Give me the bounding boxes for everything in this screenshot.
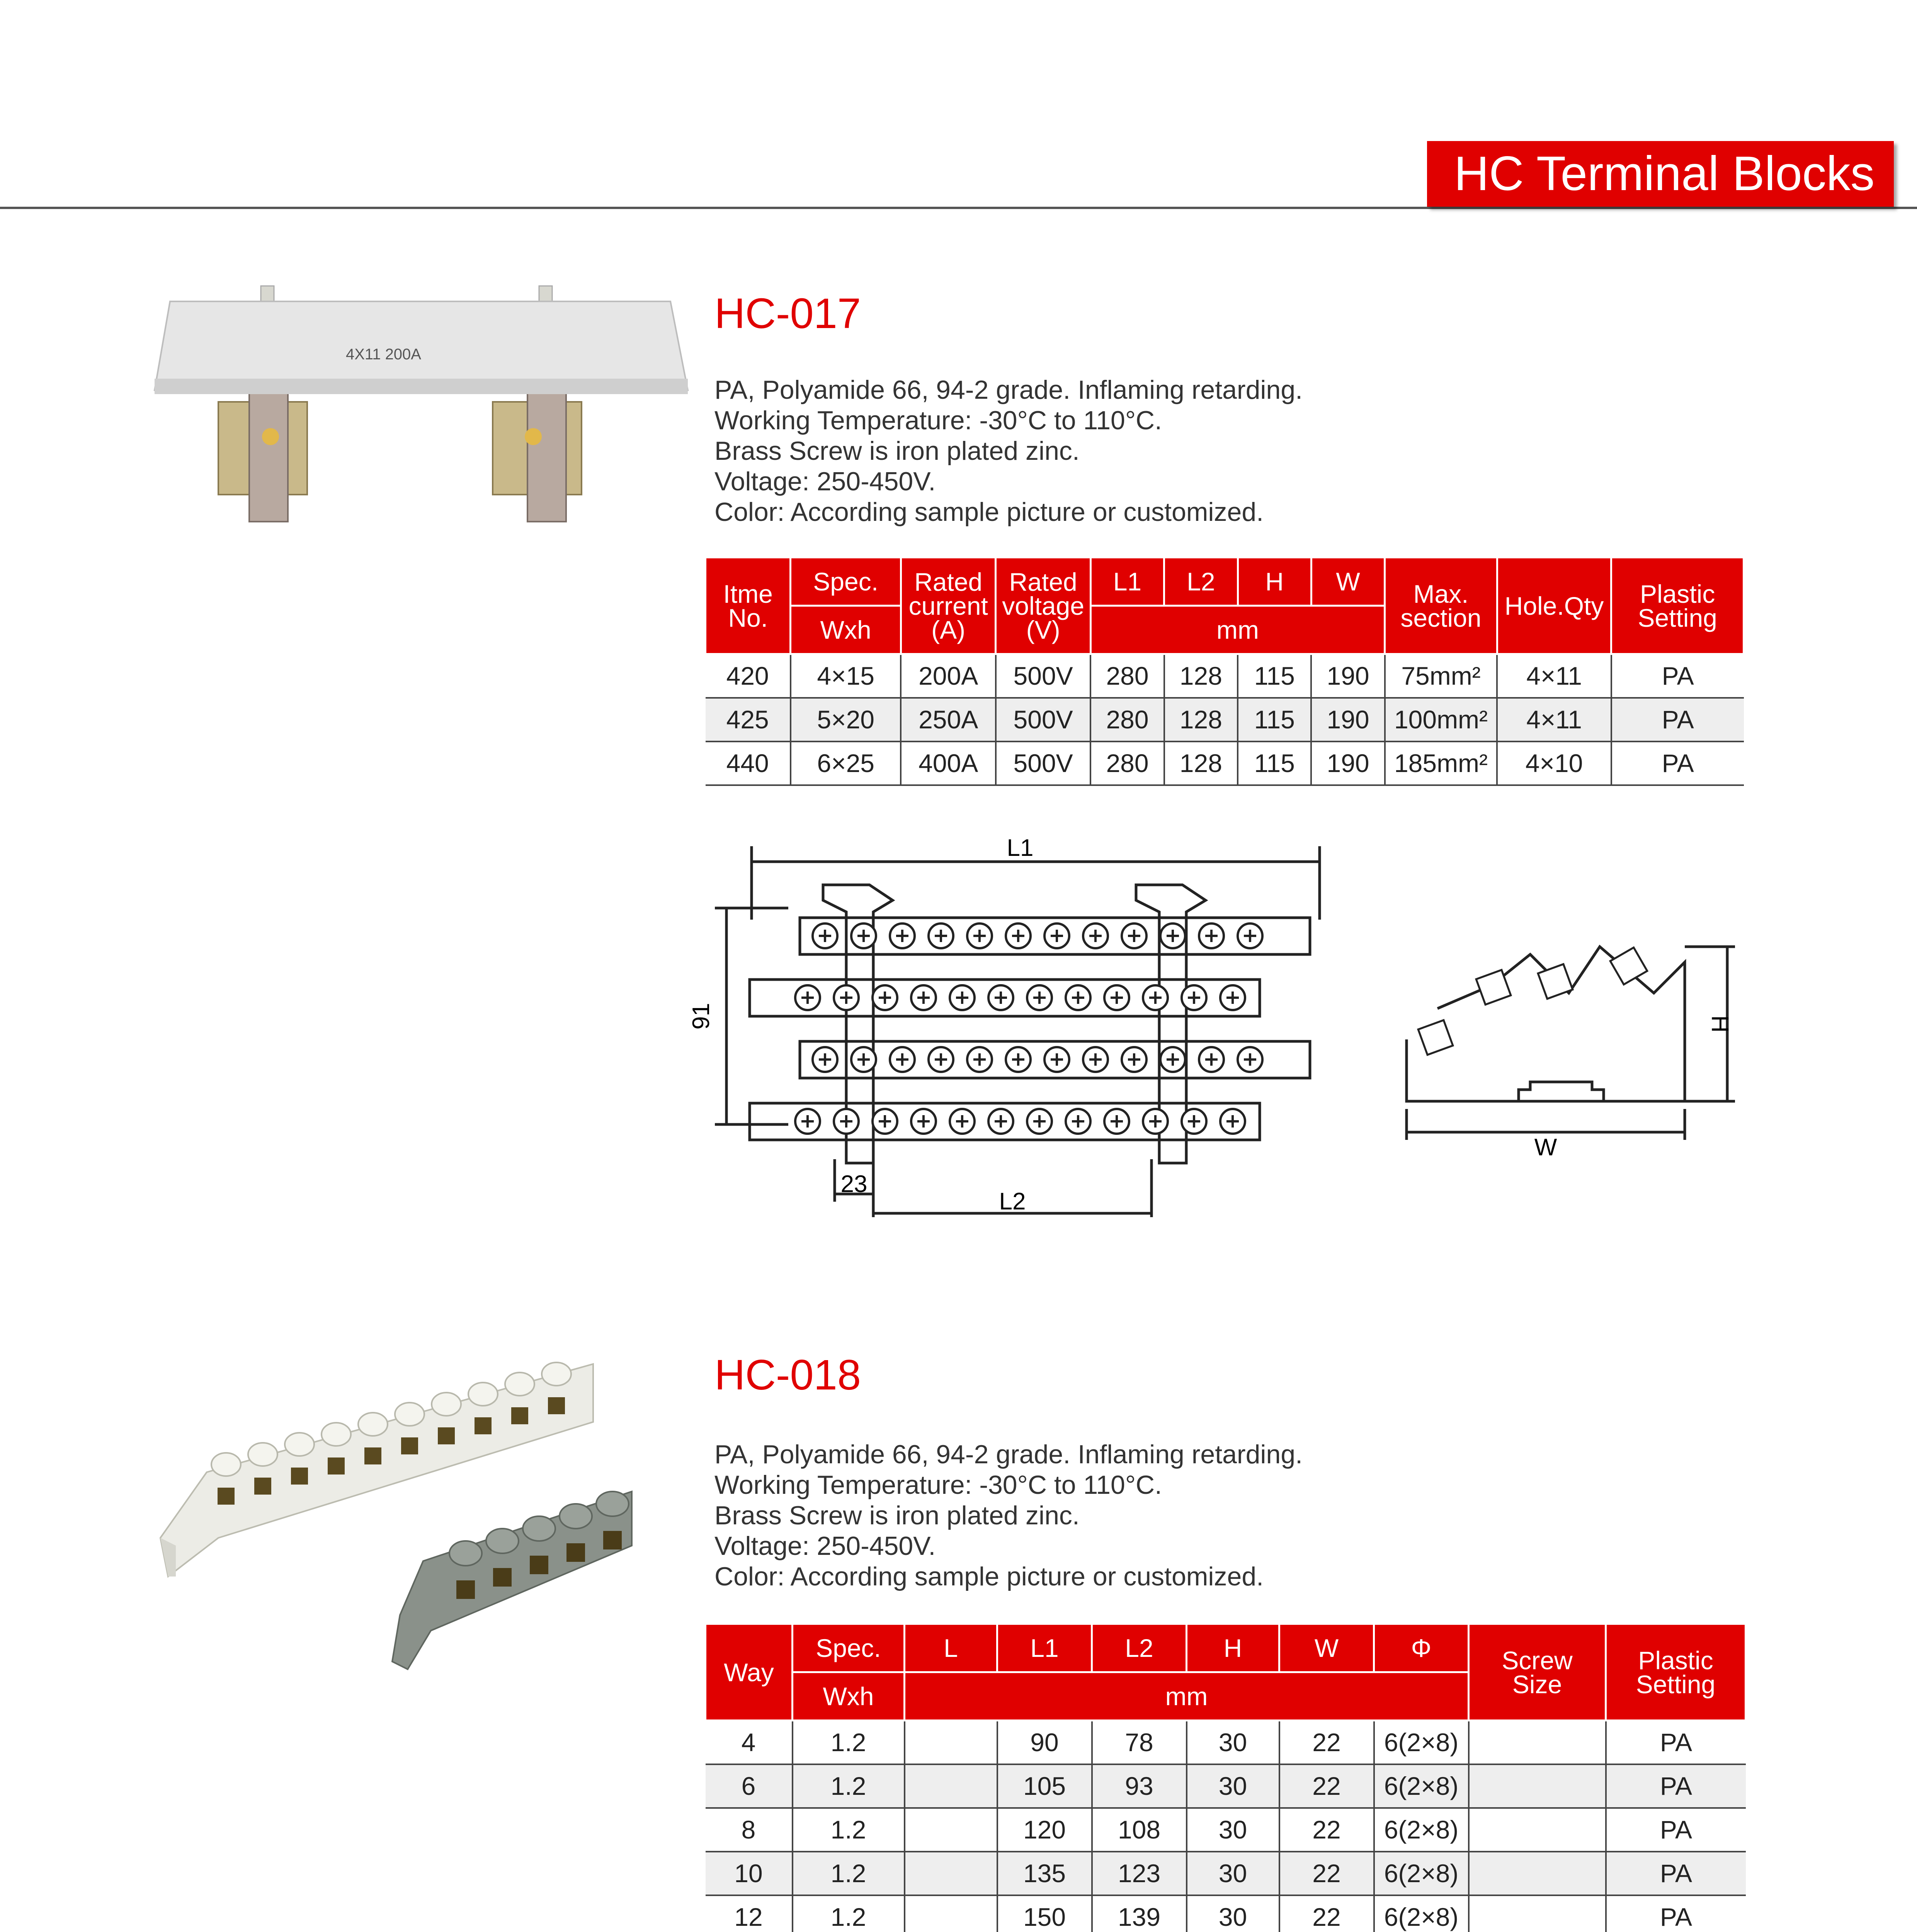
- hc017-col-w: W: [1311, 558, 1385, 606]
- hc017-table-cell: 75mm²: [1385, 654, 1497, 698]
- hc018-table-cell: PA: [1606, 1895, 1746, 1932]
- hc017-col-l2: L2: [1164, 558, 1238, 606]
- hc018-table-cell: 1.2: [793, 1808, 905, 1852]
- hc018-table-cell: PA: [1606, 1721, 1746, 1764]
- hc018-table-cell: [905, 1852, 997, 1895]
- hc018-table-row: [706, 1764, 1746, 1808]
- hc018-desc-color: Color: According sample picture or customized.: [714, 1562, 1264, 1591]
- page-title: HC Terminal Blocks: [1427, 141, 1894, 207]
- hc018-col-l2: L2: [1092, 1624, 1187, 1672]
- hc017-col-current: Rated current (A): [901, 558, 995, 654]
- hc018-table-cell: [905, 1808, 997, 1852]
- hc018-table-cell: [1469, 1721, 1606, 1764]
- hc017-desc-temperature: Working Temperature: -30°C to 110°C.: [714, 406, 1162, 435]
- hc018-table-cell: 6(2×8): [1374, 1721, 1469, 1764]
- hc017-table-cell: 100mm²: [1385, 698, 1497, 742]
- hc017-table-cell: PA: [1611, 698, 1744, 742]
- hc018-table-row: [706, 1721, 1746, 1764]
- hc018-table-cell: 22: [1279, 1764, 1374, 1808]
- hc018-table-cell: 6(2×8): [1374, 1852, 1469, 1895]
- hc017-photo-label: 4X11 200A: [346, 346, 421, 363]
- hc017-col-spec: Spec.: [791, 558, 901, 606]
- hc018-table-cell: [905, 1895, 997, 1932]
- hc018-table-cell: 8: [706, 1808, 793, 1852]
- hc018-table-cell: 22: [1279, 1852, 1374, 1895]
- hc018-table-cell: 6: [706, 1764, 793, 1808]
- hc018-table-cell: [1469, 1764, 1606, 1808]
- hc018-table-cell: 6(2×8): [1374, 1895, 1469, 1932]
- hc017-table-cell: 190: [1311, 654, 1385, 698]
- hc017-desc-color: Color: According sample picture or customized.: [714, 497, 1264, 527]
- hc017-col-wxh: Wxh: [791, 606, 901, 654]
- hc017-table-cell: 6×25: [791, 742, 901, 785]
- hc017-col-voltage: Rated voltage (V): [996, 558, 1090, 654]
- hc018-table-cell: 1.2: [793, 1895, 905, 1932]
- hc018-table-row: [706, 1895, 1746, 1932]
- hc018-table-cell: 12: [706, 1895, 793, 1932]
- hc017-col-l1: L1: [1090, 558, 1164, 606]
- hc017-table-cell: 400A: [901, 742, 995, 785]
- hc018-description: [714, 1439, 1303, 1592]
- hc018-col-mm-unit: mm: [905, 1672, 1469, 1721]
- hc018-col-phi: Φ: [1374, 1624, 1469, 1672]
- hc017-col-item: Itme No.: [706, 558, 791, 654]
- hc017-table-cell: 500V: [996, 742, 1090, 785]
- hc018-table-cell: [1469, 1895, 1606, 1932]
- hc017-table-cell: 500V: [996, 654, 1090, 698]
- hc018-table-cell: 123: [1092, 1852, 1187, 1895]
- hc018-table-cell: 6(2×8): [1374, 1808, 1469, 1852]
- hc018-table-cell: 150: [997, 1895, 1092, 1932]
- hc018-table-cell: 30: [1187, 1721, 1279, 1764]
- hc017-table-cell: 280: [1090, 654, 1164, 698]
- hc017-table-row: [706, 698, 1744, 742]
- hc018-model-title: HC-018: [714, 1351, 861, 1399]
- hc018-table-cell: 30: [1187, 1852, 1279, 1895]
- hc018-col-h: H: [1187, 1624, 1279, 1672]
- hc017-table-cell: 4×15: [791, 654, 901, 698]
- hc017-table-cell: 420: [706, 654, 791, 698]
- hc018-desc-screw: Brass Screw is iron plated zinc.: [714, 1501, 1080, 1530]
- hc017-dim-l2: L2: [999, 1188, 1026, 1215]
- hc017-table-row: [706, 654, 1744, 698]
- hc017-col-mm-unit: mm: [1090, 606, 1385, 654]
- hc018-col-spec: Spec.: [793, 1624, 905, 1672]
- hc017-side-drawing: [1383, 931, 1739, 1179]
- hc017-desc-voltage: Voltage: 250-450V.: [714, 467, 936, 496]
- hc018-table-row: [706, 1808, 1746, 1852]
- hc017-dim-w: W: [1534, 1134, 1557, 1161]
- hc018-desc-material: PA, Polyamide 66, 94-2 grade. Inflaming retarding.: [714, 1440, 1303, 1469]
- hc017-model-title: HC-017: [714, 290, 861, 337]
- hc017-front-drawing: [688, 823, 1349, 1233]
- hc017-table-cell: 4×11: [1497, 654, 1611, 698]
- hc018-table-cell: 30: [1187, 1895, 1279, 1932]
- hc018-col-w: W: [1279, 1624, 1374, 1672]
- hc018-table-cell: 78: [1092, 1721, 1187, 1764]
- hc018-col-l1: L1: [997, 1624, 1092, 1672]
- hc018-table-cell: 1.2: [793, 1721, 905, 1764]
- hc018-col-screw-size: Screw Size: [1469, 1624, 1606, 1721]
- hc017-col-h: H: [1238, 558, 1311, 606]
- hc018-table-cell: 30: [1187, 1808, 1279, 1852]
- hc018-spec-table: [704, 1623, 1747, 1932]
- hc017-dim-h: H: [1706, 1015, 1733, 1033]
- hc018-table-cell: PA: [1606, 1764, 1746, 1808]
- hc018-table-cell: 93: [1092, 1764, 1187, 1808]
- hc017-desc-screw: Brass Screw is iron plated zinc.: [714, 436, 1080, 466]
- hc017-table-cell: 128: [1164, 698, 1238, 742]
- hc017-table-cell: 425: [706, 698, 791, 742]
- hc017-table-cell: 128: [1164, 742, 1238, 785]
- hc017-table-cell: 4×11: [1497, 698, 1611, 742]
- hc017-table-cell: 280: [1090, 698, 1164, 742]
- header-rule: [0, 207, 1917, 209]
- hc018-table-cell: 135: [997, 1852, 1092, 1895]
- hc018-table-cell: 6(2×8): [1374, 1764, 1469, 1808]
- hc017-product-photo: [153, 286, 694, 541]
- hc018-table-cell: 22: [1279, 1895, 1374, 1932]
- hc018-table-cell: 108: [1092, 1808, 1187, 1852]
- hc018-table-cell: [1469, 1808, 1606, 1852]
- hc017-table-cell: 128: [1164, 654, 1238, 698]
- hc017-col-hole-qty: Hole.Qty: [1497, 558, 1611, 654]
- hc017-table-cell: PA: [1611, 654, 1744, 698]
- hc017-table-cell: PA: [1611, 742, 1744, 785]
- hc017-table-cell: 500V: [996, 698, 1090, 742]
- hc018-col-plastic: Plastic Setting: [1606, 1624, 1746, 1721]
- hc018-table-cell: [1469, 1852, 1606, 1895]
- hc017-table-cell: 5×20: [791, 698, 901, 742]
- hc018-desc-temperature: Working Temperature: -30°C to 110°C.: [714, 1470, 1162, 1500]
- hc017-table-cell: 115: [1238, 742, 1311, 785]
- hc017-col-plastic: Plastic Setting: [1611, 558, 1744, 654]
- hc018-product-photo: [153, 1345, 694, 1685]
- hc017-desc-material: PA, Polyamide 66, 94-2 grade. Inflaming retarding.: [714, 375, 1303, 405]
- hc018-col-l: L: [905, 1624, 997, 1672]
- hc018-table-cell: 1.2: [793, 1852, 905, 1895]
- hc018-col-way: Way: [706, 1624, 793, 1721]
- hc017-col-max-section: Max. section: [1385, 558, 1497, 654]
- hc017-table-cell: 185mm²: [1385, 742, 1497, 785]
- hc018-desc-voltage: Voltage: 250-450V.: [714, 1531, 936, 1561]
- hc018-table-row: [706, 1852, 1746, 1895]
- hc017-table-cell: 440: [706, 742, 791, 785]
- hc018-table-cell: 120: [997, 1808, 1092, 1852]
- hc018-table-cell: [905, 1721, 997, 1764]
- hc018-table-cell: 139: [1092, 1895, 1187, 1932]
- hc017-spec-table: [704, 556, 1745, 786]
- hc017-table-cell: 115: [1238, 698, 1311, 742]
- hc018-table-cell: 22: [1279, 1721, 1374, 1764]
- hc018-table-cell: PA: [1606, 1852, 1746, 1895]
- hc017-dim-23: 23: [840, 1171, 867, 1197]
- hc018-col-wxh: Wxh: [793, 1672, 905, 1721]
- hc017-table-cell: 4×10: [1497, 742, 1611, 785]
- hc017-description: [714, 375, 1303, 527]
- hc017-table-cell: 115: [1238, 654, 1311, 698]
- hc017-table-cell: 200A: [901, 654, 995, 698]
- hc017-table-cell: 250A: [901, 698, 995, 742]
- hc017-table-row: [706, 742, 1744, 785]
- hc017-table-cell: 190: [1311, 698, 1385, 742]
- hc018-table-cell: 4: [706, 1721, 793, 1764]
- hc018-table-cell: PA: [1606, 1808, 1746, 1852]
- hc018-table-cell: 22: [1279, 1808, 1374, 1852]
- hc017-table-cell: 280: [1090, 742, 1164, 785]
- hc018-table-cell: 1.2: [793, 1764, 905, 1808]
- hc018-table-cell: 10: [706, 1852, 793, 1895]
- hc017-table-cell: 190: [1311, 742, 1385, 785]
- hc017-dim-l1: L1: [1007, 835, 1034, 861]
- hc018-table-cell: 90: [997, 1721, 1092, 1764]
- hc018-table-cell: [905, 1764, 997, 1808]
- hc018-table-cell: 30: [1187, 1764, 1279, 1808]
- hc018-table-cell: 105: [997, 1764, 1092, 1808]
- hc017-dim-91: 91: [688, 1003, 714, 1030]
